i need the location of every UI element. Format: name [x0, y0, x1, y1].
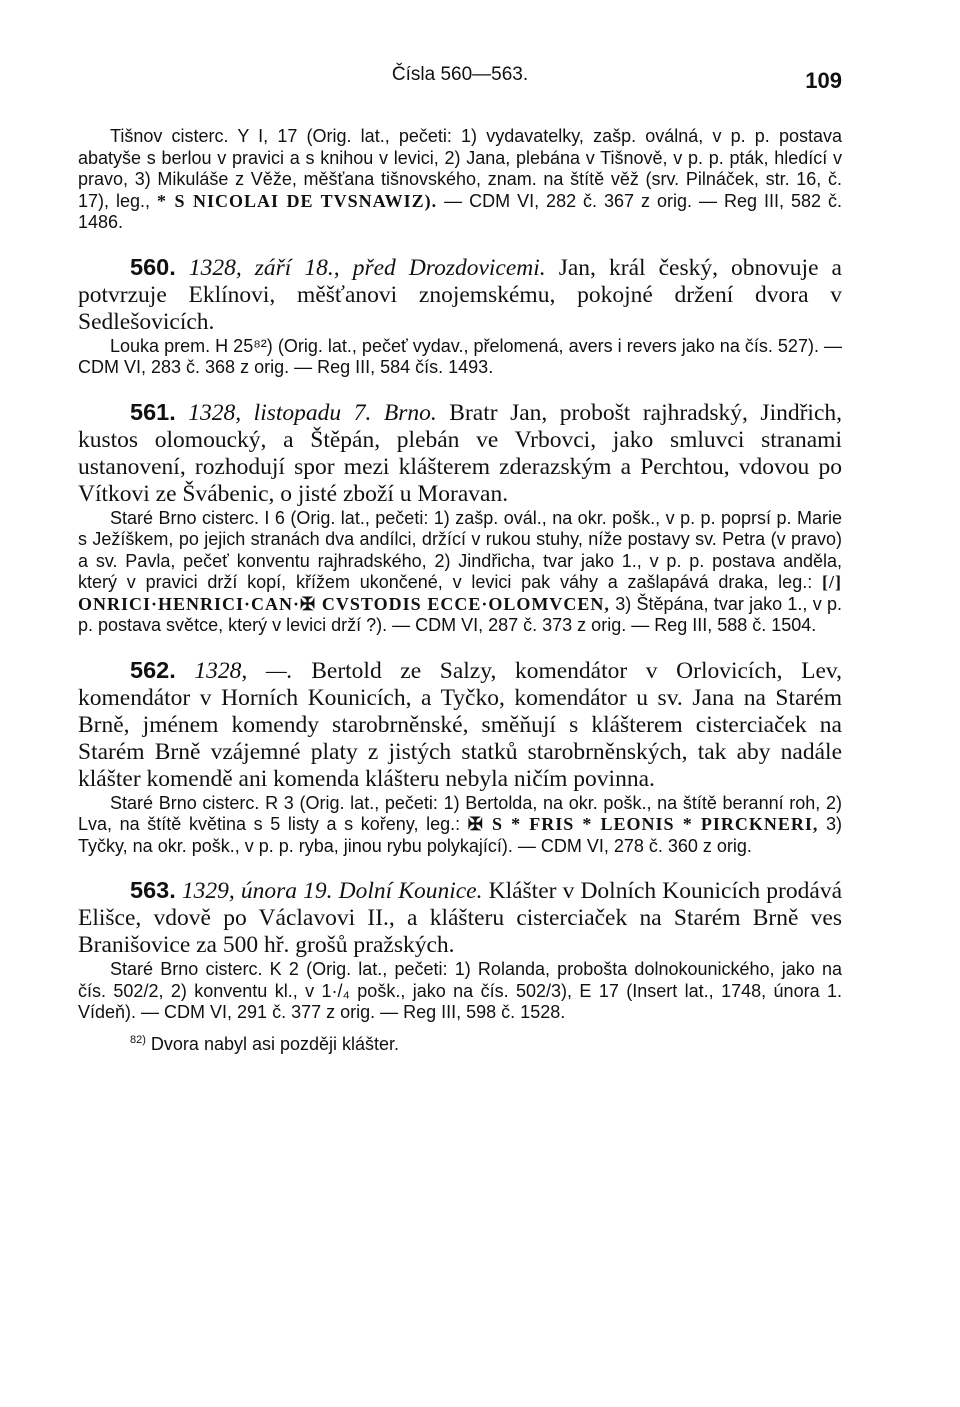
entry-563 — [78, 877, 842, 1024]
intro-note-text: Tišnov cisterc. Y I, 17 (Orig. lat., pečeti: 1) vydavatelky, zašp. oválná, v p. p. postava abatyše s berlou v pravici a s knihou v levici, 2) Jana, plebána v Tišnově, v p. p. pták, hledící v pravo, 3) Mikuláše z Věže, měšťana tišnovského, znam. na štítě věž (srv. Pilnáček, str. 16, č. 17), leg., — [78, 126, 842, 211]
footnote-text: Dvora nabyl asi později klášter. — [150, 1033, 400, 1054]
entry-note-b: 3) Štěpána, tvar jako 1., v p. p. postava světce, který v levici drží ?). — CDM VI, 287 č. 373 z orig. — Reg III, 588 č. 1504. — [78, 593, 842, 635]
entry-561 — [78, 399, 842, 637]
seal-legend: ✠ S * FRIS * LEONIS * PIRCKNERI, — [467, 814, 819, 834]
entry-heading — [78, 877, 842, 959]
entry-note — [78, 508, 842, 637]
intro-note-refs: — CDM VI, 282 č. 367 z orig. — Reg III, 582 č. 1486. — [78, 190, 842, 232]
entry-heading — [78, 657, 842, 793]
entry-text: Klášter v Dolních Kounicích prodává Elišce, vdově po Václavovi II., a klášteru cisterciaček na Starém Brně ves Branišovice za 500 hř. grošů pražských. — [78, 878, 842, 958]
seal-legend: [/] ONRICI·HENRICI·CAN·✠ CVSTODIS ECCE·OLOMVCEN, — [78, 572, 842, 614]
footnote — [78, 1034, 842, 1055]
entry-heading — [78, 254, 842, 336]
entry-text: Bratr Jan, probošt rajhradský, Jindřich, kustos olomoucký, a Štěpán, plebán ve Vrbovci, jako smluvci stranami ustanovení, rozhodují spor mezi klášterem zderazským a Perchtou, vdovou po Vítkovi ze Švábenic, o jisté zboží u Moravan. — [78, 399, 843, 507]
entry-date: 1328, září 18., před Drozdovicemi. — [188, 254, 546, 281]
entry-text: Jan, král český, obnovuje a potvrzuje Eklínovi, měšťanovi znojemskému, pokojné držení dvora v Sedlešovicích. — [78, 254, 842, 335]
entry-number: 563. — [130, 877, 176, 903]
entry-note-a: Staré Brno cisterc. I 6 (Orig. lat., pečeti: 1) zašp. ovál., na okr. pošk., v p. p. poprsí p. Marie s Ježíškem, po jejich stranách dva andílci, držící v rukou stuhy, níže postavy sv. Petra (v pravo) a sv. Pavla, pečeť konventu rajhradského, 2) Jindřicha, tvar jako 1., v p. p. postava anděla, který v pravici drží kopí, křížem ukončené, v levici pak váhy a zašlapává draka, leg.: — [78, 507, 842, 592]
entry-date: 1328, listopadu 7. Brno. — [188, 399, 437, 426]
entry-note — [78, 793, 842, 858]
entry-note: Louka prem. H 25⁸²) (Orig. lat., pečeť vydav., přelomená, avers i revers jako na čís. 527). — CDM VI, 283 č. 368 z orig. — Reg III, 584 čís. 1493. — [78, 335, 842, 377]
page-number: 109 — [805, 68, 842, 93]
page-header — [78, 60, 842, 100]
entry-562 — [78, 657, 842, 858]
intro-note — [78, 126, 842, 234]
entry-note: Staré Brno cisterc. K 2 (Orig. lat., pečeti: 1) Rolanda, probošta dolnokounického, jako na čís. 502/2, 2) konventu kl., v 1·/₄ pošk., jako na čís. 502/3), E 17 (Insert lat., 1748, února 1. Vídeň). — CDM VI, 291 č. 377 z orig. — Reg III, 598 č. 1528. — [78, 959, 842, 1022]
entry-heading — [78, 399, 842, 508]
entry-note-a: Staré Brno cisterc. R 3 (Orig. lat., pečeti: 1) Bertolda, na okr. pošk., na štítě beranní roh, 2) Lva, na štítě květina s 5 listy a s kořeny, leg.: — [78, 792, 842, 834]
entry-note-b: 3) Tyčky, na okr. pošk., v p. p. ryba, jinou rybu polykající). — CDM VI, 278 č. 360 z orig. — [78, 814, 842, 856]
entry-date: 1329, února 19. Dolní Kounice. — [181, 878, 483, 904]
entry-number: 560. — [130, 253, 176, 280]
footnote-mark: 82) — [130, 1033, 146, 1046]
entry-date: 1328, —. — [194, 657, 293, 684]
entry-text: Bertold ze Salzy, komendátor v Orlovicích, Lev, komendátor v Horních Kounicích, a Tyčko, komendátor u sv. Jana na Starém Brně, jménem komendy starobrněnské, směňují s klášterem cisterciaček na Starém Brně vzájemné platy z jistých statků starobrněnských, tak aby nadále klášter komendě ani komenda klášteru nebyla ničím povinna. — [78, 657, 842, 792]
entry-number: 561. — [130, 398, 176, 425]
running-title: Čísla 560—563. — [391, 64, 529, 85]
document-page — [78, 60, 842, 1073]
entry-560 — [78, 254, 842, 379]
intro-note-legend: * S NICOLAI DE TVSNAWIZ). — [157, 190, 438, 211]
entry-number: 562. — [130, 656, 176, 683]
